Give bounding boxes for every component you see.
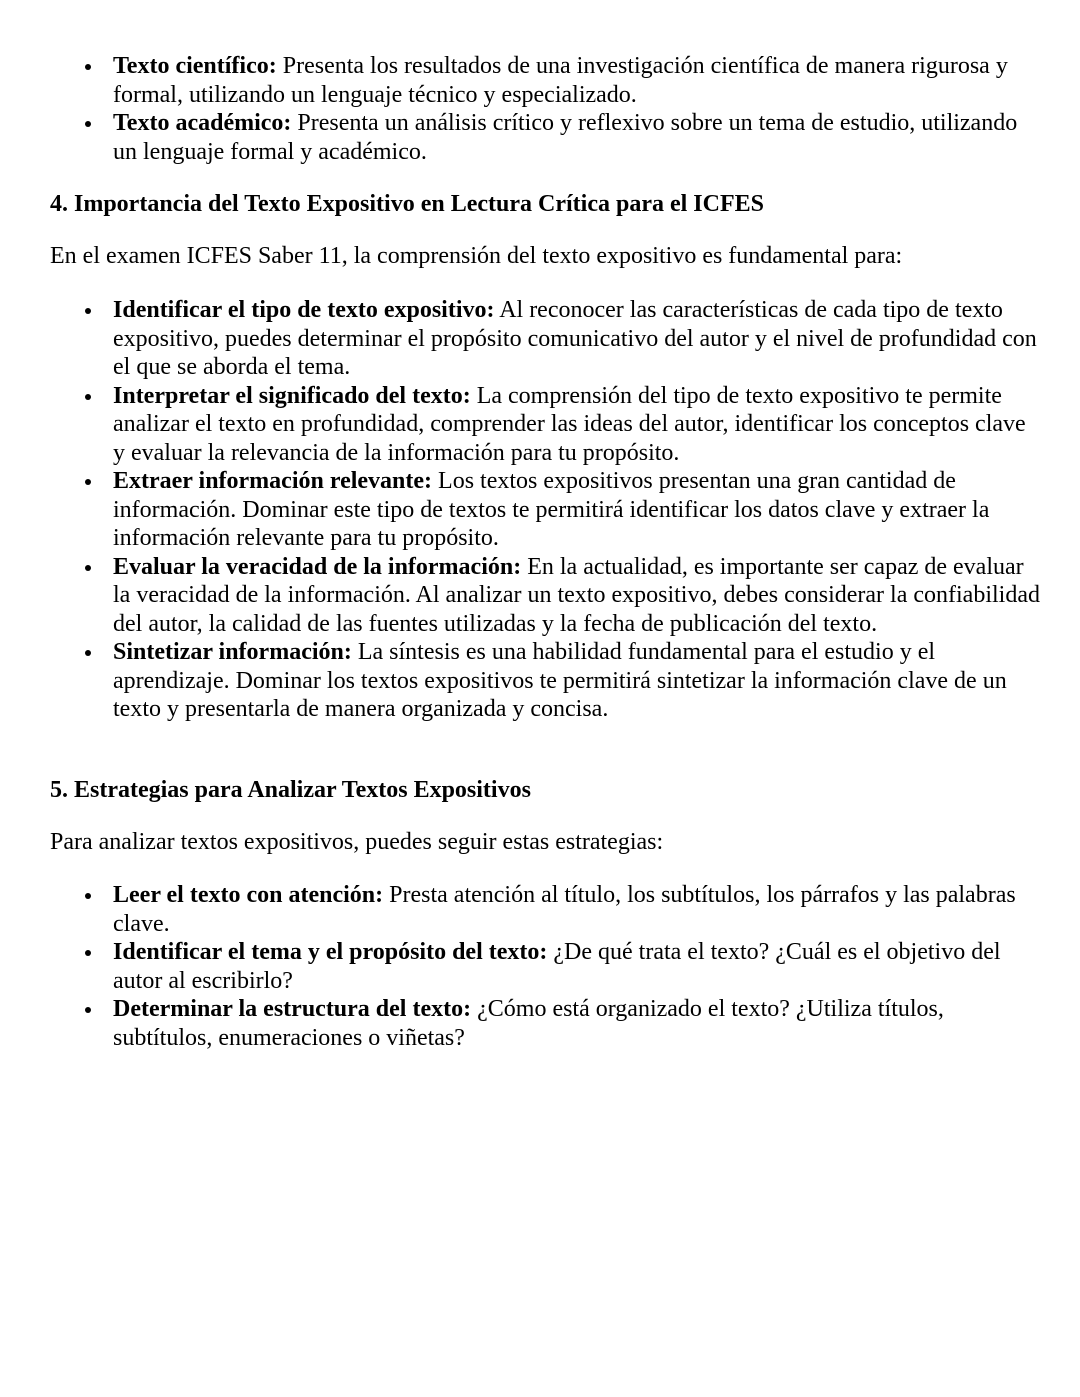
list-item-term: Extraer información relevante: bbox=[113, 468, 433, 494]
list-item-term: Sintetizar información: bbox=[113, 639, 352, 665]
bullet-icon bbox=[85, 1007, 91, 1013]
list-item-term: Evaluar la veracidad de la información: bbox=[113, 553, 522, 580]
section-4-heading: 4. Importancia del Texto Expositivo en Lectura Crítica para el ICFES bbox=[50, 191, 764, 217]
bullet-list-text-types bbox=[0, 52, 1080, 166]
bullet-icon bbox=[85, 893, 91, 899]
list-item-text: Los textos expositivos presentan una gran cantidad de información. Dominar este tipo de textos te permitirá identificar los datos clave y extraer la información relevante para tu propósito. bbox=[113, 468, 990, 551]
section-4-intro: En el examen ICFES Saber 11, la comprensión del texto expositivo es fundamental para: bbox=[50, 243, 903, 269]
list-item bbox=[0, 938, 1080, 995]
list-item bbox=[0, 109, 1080, 166]
list-item bbox=[0, 553, 1080, 639]
bullet-icon bbox=[85, 950, 91, 956]
bullet-list-strategies bbox=[0, 881, 1080, 1052]
bullet-icon bbox=[85, 565, 91, 571]
list-item bbox=[0, 881, 1080, 938]
list-item-term: Determinar la estructura del texto: bbox=[113, 996, 472, 1022]
bullet-icon bbox=[85, 121, 91, 127]
section-5-heading: 5. Estrategias para Analizar Textos Expositivos bbox=[50, 777, 531, 803]
list-item-text: Presenta un análisis crítico y reflexivo sobre un tema de estudio, utilizando un lenguaje formal y académico. bbox=[113, 110, 1018, 165]
list-item-term: Texto académico: bbox=[113, 110, 292, 136]
list-item bbox=[0, 52, 1080, 109]
list-item-text: Presta atención al título, los subtítulos, los párrafos y las palabras clave. bbox=[113, 882, 1016, 937]
list-item bbox=[0, 995, 1080, 1052]
list-item-text: Al reconocer las características de cada tipo de texto expositivo, puedes determinar el propósito comunicativo del autor y el nivel de profundidad con el que se aborda el tema. bbox=[113, 297, 1037, 380]
list-item bbox=[0, 638, 1080, 724]
bullet-list-importance bbox=[0, 296, 1080, 724]
list-item bbox=[0, 382, 1080, 468]
bullet-icon bbox=[85, 394, 91, 400]
section-5-intro: Para analizar textos expositivos, puedes seguir estas estrategias: bbox=[50, 829, 664, 855]
list-item-text: ¿Cómo está organizado el texto? ¿Utiliza títulos, subtítulos, enumeraciones o viñetas? bbox=[113, 996, 944, 1051]
list-item-text: La comprensión del tipo de texto expositivo te permite analizar el texto en profundidad, comprender las ideas del autor, identificar los conceptos clave y evaluar la relevancia de la información para tu propósito. bbox=[113, 382, 1026, 466]
list-item-text: En la actualidad, es importante ser capaz de evaluar la veracidad de la información. Al analizar un texto expositivo, debes considerar la confiabilidad del autor, la calidad de las fuentes utilizadas y la fecha de publicación del texto. bbox=[113, 553, 1040, 637]
list-item-term: Leer el texto con atención: bbox=[113, 882, 384, 908]
list-item-term: Identificar el tema y el propósito del texto: bbox=[113, 939, 548, 965]
list-item-text: Presenta los resultados de una investigación científica de manera rigurosa y formal, utilizando un lenguaje técnico y especializado. bbox=[113, 53, 1008, 108]
list-item bbox=[0, 467, 1080, 553]
bullet-icon bbox=[85, 479, 91, 485]
list-item-term: Identificar el tipo de texto expositivo: bbox=[113, 297, 495, 323]
list-item-term: Texto científico: bbox=[113, 53, 277, 79]
list-item-term: Interpretar el significado del texto: bbox=[113, 382, 471, 409]
bullet-icon bbox=[85, 650, 91, 656]
bullet-icon bbox=[85, 64, 91, 70]
bullet-icon bbox=[85, 308, 91, 314]
list-item bbox=[0, 296, 1080, 382]
list-item-text: La síntesis es una habilidad fundamental para el estudio y el aprendizaje. Dominar los textos expositivos te permitirá sintetizar la información clave de un texto y presentarla de manera organizada y concisa. bbox=[113, 639, 1007, 722]
list-item-text: ¿De qué trata el texto? ¿Cuál es el objetivo del autor al escribirlo? bbox=[113, 939, 1001, 994]
